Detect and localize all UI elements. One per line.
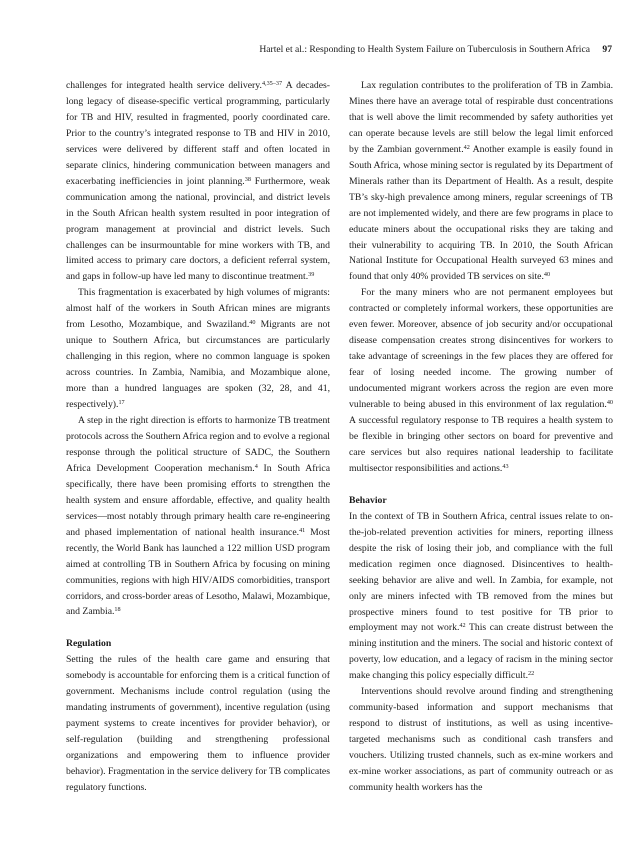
paragraph: For the many miners who are not permanent employees but contracted or completely informal workers, these opportunities are even fewer. Moreover, absence of job security and/or occupational disease compensation creates strong disincentives for workers to take advantage of screenings in the few places they are offered for fear of losing needed income. The growing number of undocumented migrant workers across the region are even more vulnerable to being abused in this environment of lax regulation.$^{40}$ A successful regulatory response to TB requires a health system to be flexible in bringing other sectors on board for preventive and care services but also requires national leadership to facilitate multisector responsibilities and actions.$^{43}$ — [349, 287, 613, 474]
citation: 40 — [606, 399, 613, 407]
running-title: Hartel et al.: Responding to Health System Failure on Tuberculosis in Southern Africa — [259, 44, 590, 55]
citation: 40 — [543, 271, 551, 279]
paragraph: Interventions should revolve around finding and strengthening community-based information and support mechanisms that respond to distrust of institutions, as well as using incentive-targeted mechanisms such as conditional cash transfers and vouchers. Utilizing trusted channels, such as ex-mine workers and ex-mine worker associations, as part of community outreach or as community health workers has the — [349, 686, 613, 793]
left-column — [66, 78, 330, 796]
citation: 42 — [463, 143, 470, 151]
paragraph: challenges for integrated health service delivery.$^{4,35-37}$ A decades-long legacy of disease-specific vertical programming, particularly for TB and HIV, resulted in fragmented, poorly coordinated care. Prior to the country’s integrated response to TB and HIV in 2010, services were delivered by different staff and often located in separate clinics, hindering communication between managers and exacerbating inefficiencies in joint planning.$^{38}$ Furthermore, weak communication among the national, provincial, and district levels in the South African health system resulted in poor integration of program management at provincial and district levels. Such challenges can be insurmountable for mine workers with TB, and limited access to primary care doctors, a deficient referral system, and gaps in follow-up have led many to discontinue treatment.$^{39}$ — [66, 80, 331, 283]
paragraph: In the context of TB in Southern Africa, central issues relate to on-the-job-related prevention activities for miners, reporting illness despite the risk of losing their job, and compliance with the full medication regimen once diagnosed. Disincentives to health-seeking behavior are alive and well. In Zambia, for example, not only are miners infected with TB removed from the mines but prospective miners found to test positive for TB prior to employment may not work.$^{42}$ This can create distrust between the mining institution and the miners. The social and historic context of poverty, low education, and a legacy of racism in the mining sector make changing this policy especially difficult.$^{22}$ — [349, 510, 613, 682]
citation: 39 — [308, 271, 315, 279]
page-number: 97 — [602, 44, 612, 55]
citation: 18 — [114, 606, 121, 614]
section-heading-behavior: Behavior — [349, 494, 387, 506]
citation: 17 — [118, 399, 125, 407]
citation: 40 — [249, 319, 256, 327]
right-column — [349, 78, 613, 796]
paragraph: A step in the right direction is efforts to harmonize TB treatment protocols across the Southern Africa region and to evolve a regional response through the political structure of SADC, the Southern Africa Development Cooperation mechanism.$^4$ In South Africa specifically, there have been promising efforts to strengthen the health system and ensure affordable, effective, and quality health services—most notably through primary health care re-engineering and phased implementation of national health insurance.$^{41}$ Most recently, the World Bank has launched a 122 million USD program aimed at controlling TB in Southern Africa by focusing on mining communities, regions with high HIV/AIDS comorbidities, transport corridors, and cross-border areas of Lesotho, Malawi, Mozambique, and Zambia.$^{18}$ — [66, 415, 330, 618]
citation: 43 — [502, 462, 509, 470]
section-heading-regulation: Regulation — [66, 638, 112, 650]
citation: 4 — [254, 462, 258, 470]
citation: 22 — [528, 670, 535, 678]
citation: 41 — [299, 526, 306, 534]
citation: 38 — [244, 175, 251, 183]
citation: 4,35–37 — [261, 80, 283, 87]
paragraph: This fragmentation is exacerbated by high volumes of migrants: almost half of the workers in South African mines are migrants from Lesotho, Mozambique, and Swaziland.$^{40}$ Migrants are not unique to Southern Africa, but circumstances are particularly challenging in this region, where no common language is spoken across countries. In Zambia, Namibia, and Mozambique alone, more than a hundred languages are spoken (32, 28, and 41, respectively).$^{17}$ — [66, 287, 331, 411]
running-header — [64, 44, 612, 58]
paragraph: Setting the rules of the health care game and ensuring that somebody is accountable for enforcing them is a critical function of government. Mechanisms include control regulation (using the mandating instruments of government), incentive regulation (using payment systems to create incentives for provider behavior), or self-regulation (building and strengthening professional organizations and empowering them to influence provider behavior). Fragmentation in the service delivery for TB complicates regulatory functions. — [66, 654, 330, 793]
paragraph: Lax regulation contributes to the proliferation of TB in Zambia. Mines there have an average total of respirable dust concentrations that is well above the limit recommended by safety authorities yet can operate because levels are still below the legal limit enforced by the Zambian government.$^{42}$ Another example is easily found in South Africa, whose mining sector is regulated by its Department of Minerals rather than its Department of Health. As a result, despite TB’s sky-high prevalence among miners, regular screenings of TB are not implemented widely, and there are few programs in place to educate miners about the occupational risks they are taking and their vulnerability to acquiring TB. In 2010, the South African National Institute for Occupational Health surveyed 63 mines and found that only 40% provided TB services on site.$^{40}$ — [349, 80, 614, 283]
citation: 42 — [459, 622, 466, 630]
